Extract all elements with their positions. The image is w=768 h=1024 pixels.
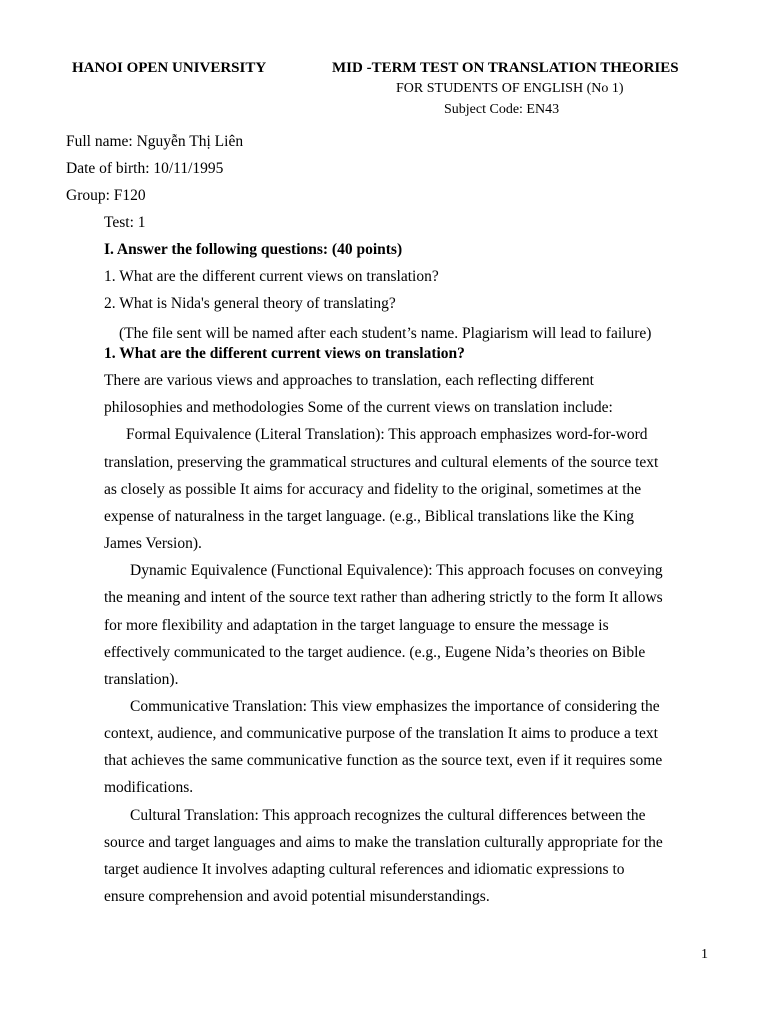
cultural-translation-line-3: target audience It involves adapting cultural references and idiomatic expressions to [104, 861, 625, 878]
communicative-translation-line-1: Communicative Translation: This view emphasizes the importance of considering the [130, 698, 660, 715]
answer-intro-line-1: There are various views and approaches to translation, each reflecting different [104, 372, 594, 389]
dynamic-equivalence-line-1: Dynamic Equivalence (Functional Equivalence): This approach focuses on conveying [130, 562, 663, 579]
test-audience: FOR STUDENTS OF ENGLISH (No 1) [396, 81, 624, 96]
formal-equivalence-line-1: Formal Equivalence (Literal Translation): This approach emphasizes word-for-word [126, 426, 648, 443]
dynamic-equivalence-line-2: the meaning and intent of the source text rather than adhering strictly to the form It allows [104, 589, 663, 606]
answer-intro-line-2: philosophies and methodologies Some of the current views on translation include: [104, 399, 613, 416]
dynamic-equivalence-line-3: for more flexibility and adaptation in the target language to ensure the message is [104, 617, 609, 634]
task-heading: I. Answer the following questions: (40 points) [104, 241, 403, 258]
subject-code: Subject Code: EN43 [444, 102, 560, 117]
question-2: 2. What is Nida's general theory of translating? [104, 295, 396, 312]
page-number: 1 [701, 947, 708, 962]
dynamic-equivalence-line-4: effectively communicated to the target audience. (e.g., Eugene Nida’s theories on Bible [104, 644, 646, 661]
student-dob: Date of birth: 10/11/1995 [66, 160, 224, 177]
formal-equivalence-line-3: as closely as possible It aims for accuracy and fidelity to the original, sometimes at the [104, 481, 642, 498]
university-name: HANOI OPEN UNIVERSITY [72, 60, 267, 76]
student-full-name: Full name: Nguyễn Thị Liên [66, 133, 244, 150]
formal-equivalence-line-5: James Version). [104, 535, 202, 552]
answer-heading: 1. What are the different current views on translation? [104, 345, 465, 362]
communicative-translation-line-2: context, audience, and communicative purpose of the translation It aims to produce a text [104, 725, 658, 742]
student-group: Group: F120 [66, 187, 146, 204]
formal-equivalence-line-2: translation, preserving the grammatical structures and cultural elements of the source text [104, 454, 659, 471]
cultural-translation-line-4: ensure comprehension and avoid potential misunderstandings. [104, 888, 490, 905]
test-title: MID -TERM TEST ON TRANSLATION THEORIES [332, 60, 679, 76]
question-1: 1. What are the different current views on translation? [104, 268, 439, 285]
test-number: Test: 1 [104, 214, 146, 231]
communicative-translation-line-4: modifications. [104, 779, 194, 796]
submission-note: (The file sent will be named after each student’s name. Plagiarism will lead to failure) [119, 325, 652, 342]
formal-equivalence-line-4: expense of naturalness in the target language. (e.g., Biblical translations like the King [104, 508, 635, 525]
cultural-translation-line-1: Cultural Translation: This approach recognizes the cultural differences between the [130, 807, 646, 824]
cultural-translation-line-2: source and target languages and aims to make the translation culturally appropriate for the [104, 834, 663, 851]
dynamic-equivalence-line-5: translation). [104, 671, 179, 688]
communicative-translation-line-3: that achieves the same communicative function as the source text, even if it requires some [104, 752, 663, 769]
